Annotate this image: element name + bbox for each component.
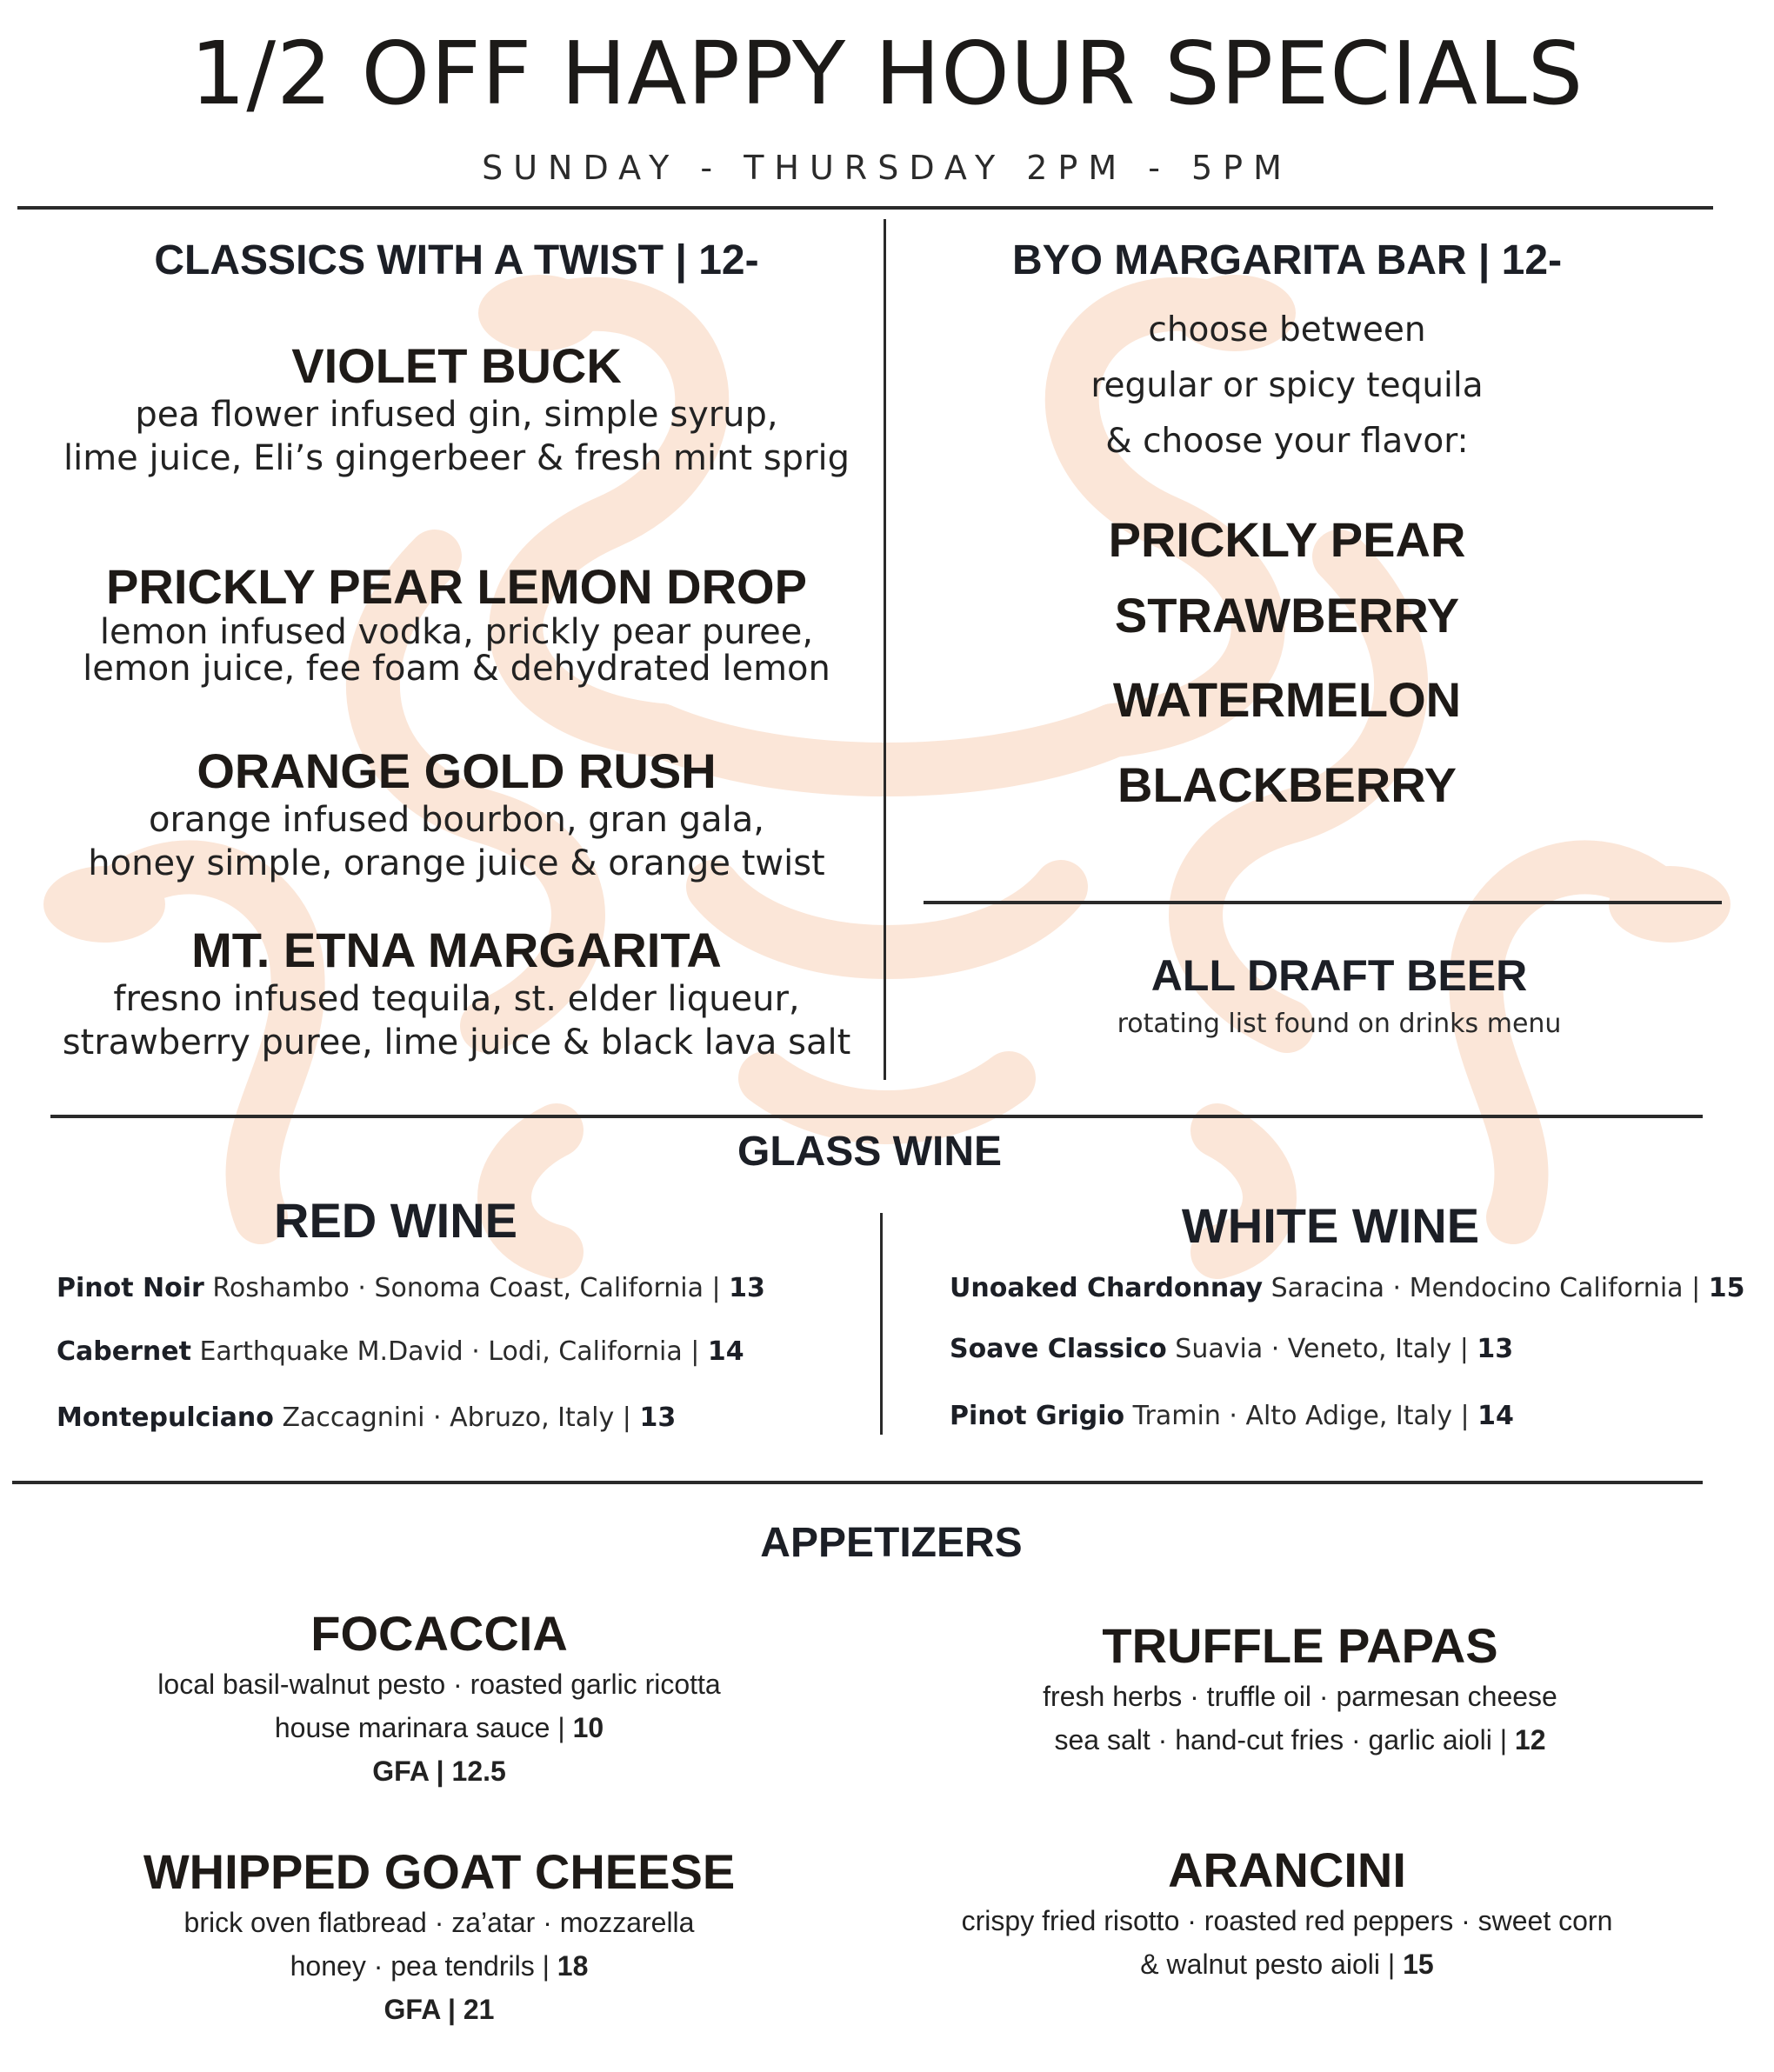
appetizer-whipped-goat-cheese [70,1843,809,2031]
draft-beer-block [983,949,1696,1042]
appetizer-price: 10 [572,1712,604,1743]
drink-description: lime juice, Eli’s gingerbeer & fresh mint sprig [63,438,850,478]
drink-mt-etna-margarita [35,923,878,1064]
appetizer-price: 18 [557,1950,589,1982]
flavor-blackberry: BLACKBERRY [1117,757,1457,812]
flavor-strawberry: STRAWBERRY [1114,588,1460,643]
drink-description: fresno infused tequila, st. elder liqueur, [113,979,800,1019]
page-title: 1/2 OFF HAPPY HOUR SPECIALS [190,23,1584,124]
wine-varietal: Soave Classico [950,1334,1167,1364]
drink-description: orange infused bourbon, gran gala, [149,800,764,840]
appetizer-truffle-papas [930,1617,1670,1762]
wine-varietal: Unoaked Chardonnay [950,1273,1264,1303]
wine-varietal: Montepulciano [57,1402,274,1433]
classics-heading: CLASSICS WITH A TWIST | 12- [154,237,759,283]
byo-line: regular or spicy tequila [1090,366,1484,405]
wine-detail: Roshambo · Sonoma Coast, California | [203,1273,730,1303]
appetizer-description [70,1944,809,1988]
wine-detail: Earthquake M.David · Lodi, California | [190,1336,708,1367]
drink-orange-gold-rush [35,744,878,885]
appetizer-description [909,1942,1665,1986]
top-vertical-divider [884,219,886,1080]
appetizer-description-line: & walnut pesto aioli | [1140,1949,1404,1980]
wine-price: 14 [707,1336,744,1367]
beer-heading: ALL DRAFT BEER [1150,951,1528,1000]
drink-description: pea flower infused gin, simple syrup, [135,395,778,435]
red-wine-heading: RED WINE [274,1193,517,1248]
drink-name: VIOLET BUCK [291,338,622,393]
appetizer-description: crispy fried risotto · roasted red peppers · sweet corn [961,1905,1613,1936]
appetizer-description: fresh herbs · truffle oil · parmesan cheese [1043,1681,1557,1712]
wine-price: 14 [1477,1401,1514,1431]
byo-heading: BYO MARGARITA BAR | 12- [1011,237,1563,283]
wine-appetizers-divider [12,1481,1703,1484]
white-wine-heading: WHITE WINE [1181,1198,1480,1253]
appetizer-focaccia [70,1605,809,1793]
beer-note: rotating list found on drinks menu [1117,1009,1562,1039]
appetizer-gfa-price: GFA | 12.5 [372,1756,506,1787]
drink-violet-buck [35,339,878,480]
drink-description: lemon juice, fee foam & dehydrated lemon [83,649,830,689]
wine-price: 13 [1477,1334,1514,1364]
appetizer-arancini [909,1842,1665,1986]
drink-description: honey simple, orange juice & orange twist [88,843,825,883]
red-wine-item [57,1401,676,1436]
drink-description: lemon infused vodka, prickly pear puree, [99,612,814,652]
header-divider [17,206,1713,210]
appetizer-name: WHIPPED GOAT CHEESE [143,1844,736,1899]
byo-beer-divider [924,901,1722,904]
appetizer-description-line: honey · pea tendrils | [290,1950,557,1982]
wine-detail: Tramin · Alto Adige, Italy | [1124,1401,1478,1431]
wine-vertical-divider [880,1213,883,1435]
appetizer-description-line: house marinara sauce | [274,1712,573,1743]
byo-line: & choose your flavor: [1105,422,1469,461]
white-wine-item [950,1399,1514,1434]
appetizer-name: TRUFFLE PAPAS [1102,1618,1498,1673]
wine-heading: GLASS WINE [737,1129,1002,1175]
byo-line: choose between [1148,310,1426,350]
wine-detail: Saracina · Mendocino California | [1263,1273,1709,1303]
appetizer-price: 12 [1514,1724,1546,1756]
byo-instructions [922,303,1652,470]
red-wine-item [57,1335,744,1369]
wine-varietal: Pinot Grigio [950,1401,1125,1431]
wine-varietal: Cabernet [57,1336,191,1367]
appetizer-description-line: sea salt · hand-cut fries · garlic aioli | [1054,1724,1515,1756]
drink-name: MT. ETNA MARGARITA [191,923,722,977]
hours-subtitle: SUNDAY - THURSDAY 2PM - 5PM [482,149,1292,187]
wine-price: 13 [729,1273,765,1303]
red-wine-item [57,1271,765,1306]
appetizer-name: FOCACCIA [310,1606,568,1661]
drink-name: ORANGE GOLD RUSH [197,743,717,798]
appetizer-gfa-price: GFA | 21 [383,1994,495,2025]
white-wine-item [950,1271,1744,1306]
appetizers-heading: APPETIZERS [760,1520,1023,1566]
drink-name: PRICKLY PEAR LEMON DROP [106,559,807,614]
appetizer-description [70,1706,809,1749]
appetizer-description: brick oven flatbread · za’atar · mozzarella [183,1907,695,1938]
drink-description: strawberry puree, lime juice & black lava salt [62,1023,851,1063]
wine-detail: Zaccagnini · Abruzo, Italy | [273,1402,640,1433]
appetizer-price: 15 [1403,1949,1434,1980]
flavor-prickly-pear: PRICKLY PEAR [1108,512,1466,567]
wine-detail: Suavia · Veneto, Italy | [1166,1334,1477,1364]
appetizer-name: ARANCINI [1168,1842,1406,1897]
flavor-watermelon: WATERMELON [1112,672,1462,727]
white-wine-item [950,1332,1513,1367]
drinks-wine-divider [50,1115,1703,1118]
appetizer-description: local basil-walnut pesto · roasted garlic ricotta [157,1669,721,1700]
wine-varietal: Pinot Noir [57,1273,204,1303]
wine-price: 13 [639,1402,677,1433]
wine-price: 15 [1708,1273,1745,1303]
drink-prickly-pear-lemon-drop [35,560,878,687]
appetizer-description [930,1718,1670,1762]
